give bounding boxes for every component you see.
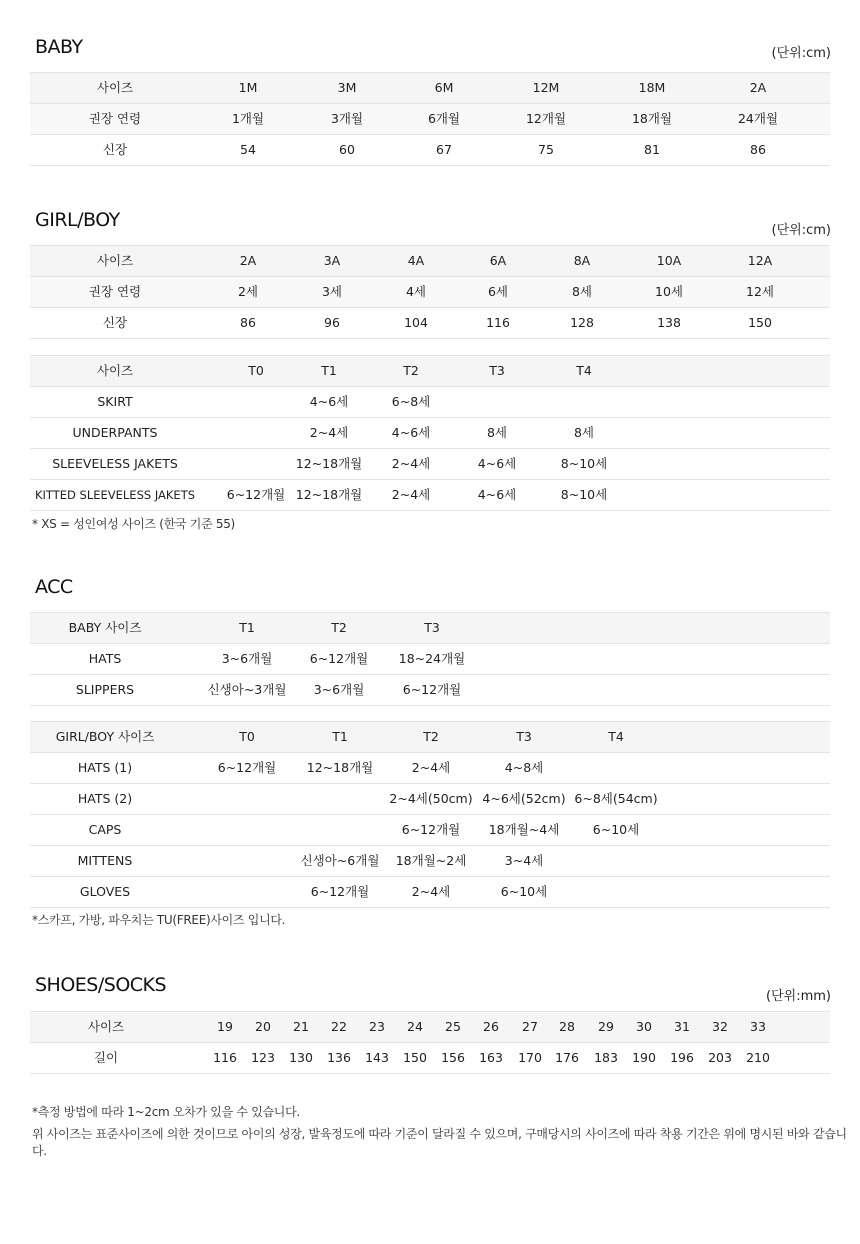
table-cell: 3~6개월 xyxy=(313,682,365,697)
table-cell: 6~12개월 xyxy=(217,760,277,775)
table-row xyxy=(30,479,830,510)
row-label: 사이즈 xyxy=(96,253,134,268)
row-label: 권장 연령 xyxy=(88,111,142,126)
table-cell: 6~8세 xyxy=(391,394,431,409)
table-cell: 8~10세 xyxy=(560,487,608,502)
table-cell: T2 xyxy=(331,620,347,635)
row-label: 신장 xyxy=(102,142,128,157)
table-cell: 2~4세 xyxy=(411,884,451,899)
row-label: UNDERPANTS xyxy=(72,425,158,440)
table-cell: 4~6세 xyxy=(309,394,349,409)
table-cell: 25 xyxy=(445,1019,461,1034)
table-cell: 6~12개월 xyxy=(310,884,370,899)
row-label: HATS (1) xyxy=(77,760,133,775)
table-cell: 29 xyxy=(598,1019,614,1034)
baby-title: BABY xyxy=(35,36,83,58)
girlboy-note: * XS = 성인여성 사이즈 (한국 기준 55) xyxy=(32,517,235,531)
table-cell: T3 xyxy=(516,729,532,744)
table-cell: 8세 xyxy=(571,284,593,299)
table-cell: 4~8세 xyxy=(504,760,544,775)
table-cell: 12~18개월 xyxy=(295,487,363,502)
row-label: SLIPPERS xyxy=(75,682,135,697)
table-cell: 12세 xyxy=(746,284,774,299)
table-cell: 150 xyxy=(748,315,772,330)
acc-baby-table xyxy=(30,612,830,706)
table-cell: T3 xyxy=(424,620,440,635)
table-cell: 6~10세 xyxy=(592,822,640,837)
girlboy-unit: (단위:cm) xyxy=(771,223,831,238)
table-cell: 31 xyxy=(674,1019,690,1034)
row-label: SKIRT xyxy=(97,394,133,409)
table-cell xyxy=(561,877,671,907)
table-cell: 2~4세 xyxy=(391,456,431,471)
table-cell: 4~6세 xyxy=(477,487,517,502)
table-cell: 2~4세 xyxy=(411,760,451,775)
table-cell: 210 xyxy=(746,1050,770,1065)
table-cell: 8~10세 xyxy=(560,456,608,471)
table-cell: 2A xyxy=(749,80,767,95)
table-cell: 27 xyxy=(522,1019,538,1034)
table-cell: 1M xyxy=(238,80,258,95)
table-cell: 116 xyxy=(486,315,510,330)
table-cell: T2 xyxy=(403,363,419,378)
table-cell: 8A xyxy=(573,253,591,268)
table-cell: T0 xyxy=(248,363,264,378)
table-cell: 104 xyxy=(404,315,428,330)
row-label: KITTED SLEEVELESS JAKETS xyxy=(34,488,196,502)
table-cell: 8세 xyxy=(573,425,595,440)
table-cell: 21 xyxy=(293,1019,309,1034)
table-cell: 190 xyxy=(632,1050,656,1065)
table-cell: 67 xyxy=(436,142,452,157)
table-row xyxy=(30,276,830,307)
acc-title: ACC xyxy=(35,576,73,598)
table-cell: 81 xyxy=(644,142,660,157)
table-row xyxy=(30,386,830,417)
table-cell: 163 xyxy=(479,1050,503,1065)
acc-girlboy-table xyxy=(30,721,830,908)
table-cell: 196 xyxy=(670,1050,694,1065)
table-cell: T1 xyxy=(321,363,337,378)
table-cell: 3개월 xyxy=(330,111,364,126)
table-row xyxy=(30,752,830,783)
table-cell: 26 xyxy=(483,1019,499,1034)
table-header-row xyxy=(30,1011,830,1042)
table-cell: 54 xyxy=(240,142,256,157)
table-cell: 128 xyxy=(570,315,594,330)
table-cell: 32 xyxy=(712,1019,728,1034)
row-label: BABY 사이즈 xyxy=(68,620,142,635)
shoes-size-table xyxy=(30,1011,830,1074)
table-cell: 4~6세(52cm) xyxy=(482,791,566,806)
footer-note-2: 위 사이즈는 표준사이즈에 의한 것이므로 아이의 성장, 발육정도에 따라 기준이 달라질 수 있으며, 구매당시의 사이즈에 따라 착용 기간은 위에 명시된 바와 같습니다. xyxy=(32,1127,847,1158)
row-label: 사이즈 xyxy=(87,1019,125,1034)
table-cell: 138 xyxy=(657,315,681,330)
row-label: GLOVES xyxy=(79,884,131,899)
table-row xyxy=(30,876,830,907)
baby-size-table xyxy=(30,72,830,166)
table-cell: 23 xyxy=(369,1019,385,1034)
row-label: HATS (2) xyxy=(77,791,133,806)
row-label: GIRL/BOY 사이즈 xyxy=(55,729,155,744)
table-row xyxy=(30,1042,830,1073)
shoes-title: SHOES/SOCKS xyxy=(35,974,167,996)
table-cell: 1개월 xyxy=(231,111,265,126)
table-row xyxy=(30,783,830,814)
table-cell: 28 xyxy=(559,1019,575,1034)
table-cell: 3~6개월 xyxy=(221,651,273,666)
table-header-row xyxy=(30,72,830,103)
table-cell: 86 xyxy=(240,315,256,330)
table-cell: 4~6세 xyxy=(477,456,517,471)
table-cell: 6~12개월 xyxy=(226,487,286,502)
table-cell: 33 xyxy=(750,1019,766,1034)
table-cell: 3~4세 xyxy=(504,853,544,868)
table-cell: 8세 xyxy=(486,425,508,440)
table-cell: 96 xyxy=(324,315,340,330)
table-cell: T2 xyxy=(423,729,439,744)
table-cell: 10A xyxy=(656,253,682,268)
table-header-row xyxy=(30,721,830,752)
table-cell: 19 xyxy=(217,1019,233,1034)
table-cell: 18개월~2세 xyxy=(395,853,467,868)
table-cell: 2~4세 xyxy=(309,425,349,440)
table-cell: 12~18개월 xyxy=(306,760,374,775)
table-cell: 75 xyxy=(538,142,554,157)
row-label: HATS xyxy=(88,651,122,666)
table-cell xyxy=(561,753,671,783)
table-cell: 24개월 xyxy=(737,111,779,126)
table-cell: 86 xyxy=(750,142,766,157)
table-cell: 156 xyxy=(441,1050,465,1065)
row-label: 길이 xyxy=(93,1050,119,1065)
table-cell: 6세 xyxy=(487,284,509,299)
table-cell: 18개월 xyxy=(631,111,673,126)
table-cell: 6~8세(54cm) xyxy=(574,791,658,806)
table-cell: 신생아~6개월 xyxy=(300,853,380,868)
girlboy-size-table xyxy=(30,245,830,339)
table-cell: 4~6세 xyxy=(391,425,431,440)
table-row xyxy=(30,814,830,845)
table-cell: 18개월~4세 xyxy=(488,822,560,837)
table-cell: T3 xyxy=(489,363,505,378)
table-cell: 150 xyxy=(403,1050,427,1065)
table-cell: 3세 xyxy=(321,284,343,299)
table-cell: T4 xyxy=(576,363,592,378)
table-cell: 2~4세 xyxy=(391,487,431,502)
table-cell: 3A xyxy=(323,253,341,268)
table-cell: 12A xyxy=(747,253,773,268)
table-row xyxy=(30,674,830,705)
table-cell: 18M xyxy=(638,80,666,95)
table-cell: 2세 xyxy=(237,284,259,299)
table-cell: 130 xyxy=(289,1050,313,1065)
table-row xyxy=(30,307,830,338)
table-cell xyxy=(561,846,671,876)
table-cell: 6A xyxy=(489,253,507,268)
table-row xyxy=(30,845,830,876)
baby-unit: (단위:cm) xyxy=(771,46,831,61)
table-header-row xyxy=(30,612,830,643)
table-cell: 신생아~3개월 xyxy=(207,682,287,697)
row-label: SLEEVELESS JAKETS xyxy=(52,456,178,471)
table-cell: 6~12개월 xyxy=(401,822,461,837)
table-cell: 20 xyxy=(255,1019,271,1034)
table-cell: 116 xyxy=(213,1050,237,1065)
table-cell: 123 xyxy=(251,1050,275,1065)
table-row xyxy=(30,417,830,448)
table-cell: 6~12개월 xyxy=(309,651,369,666)
girlboy-bottoms-table xyxy=(30,355,830,511)
table-cell: 10세 xyxy=(655,284,683,299)
table-header-row xyxy=(30,355,830,386)
table-cell: T0 xyxy=(239,729,255,744)
table-cell: 2A xyxy=(239,253,257,268)
table-cell: 4A xyxy=(407,253,425,268)
table-cell: T1 xyxy=(239,620,255,635)
table-cell: 4세 xyxy=(405,284,427,299)
row-label: 사이즈 xyxy=(96,363,134,378)
row-label: 신장 xyxy=(102,315,128,330)
table-row xyxy=(30,448,830,479)
table-row xyxy=(30,643,830,674)
shoes-unit: (단위:mm) xyxy=(766,989,831,1004)
table-cell: T1 xyxy=(332,729,348,744)
footer-note-1: *측정 방법에 따라 1~2cm 오차가 있을 수 있습니다. xyxy=(32,1105,300,1119)
table-cell: 2~4세(50cm) xyxy=(389,791,473,806)
table-cell: 18~24개월 xyxy=(398,651,466,666)
table-cell: 203 xyxy=(708,1050,732,1065)
table-cell: 30 xyxy=(636,1019,652,1034)
row-label: 사이즈 xyxy=(96,80,134,95)
table-cell: 176 xyxy=(555,1050,579,1065)
table-header-row xyxy=(30,245,830,276)
table-cell: 24 xyxy=(407,1019,423,1034)
table-cell: T4 xyxy=(608,729,624,744)
table-row xyxy=(30,134,830,165)
table-cell: 3M xyxy=(337,80,357,95)
table-cell: 6M xyxy=(434,80,454,95)
table-cell: 6~10세 xyxy=(500,884,548,899)
row-label: 권장 연령 xyxy=(88,284,142,299)
row-label: CAPS xyxy=(88,822,122,837)
table-cell: 6개월 xyxy=(427,111,461,126)
row-label: MITTENS xyxy=(77,853,133,868)
acc-note: *스카프, 가방, 파우치는 TU(FREE)사이즈 입니다. xyxy=(32,913,286,927)
table-cell: 143 xyxy=(365,1050,389,1065)
table-cell: 12~18개월 xyxy=(295,456,363,471)
table-cell: 183 xyxy=(594,1050,618,1065)
table-cell: 6~12개월 xyxy=(402,682,462,697)
table-cell: 136 xyxy=(327,1050,351,1065)
table-row xyxy=(30,103,830,134)
table-cell: 60 xyxy=(339,142,355,157)
table-cell: 12개월 xyxy=(525,111,567,126)
girlboy-title: GIRL/BOY xyxy=(35,209,120,231)
table-cell xyxy=(529,387,639,417)
table-cell: 170 xyxy=(518,1050,542,1065)
table-cell: 12M xyxy=(532,80,560,95)
table-cell: 22 xyxy=(331,1019,347,1034)
